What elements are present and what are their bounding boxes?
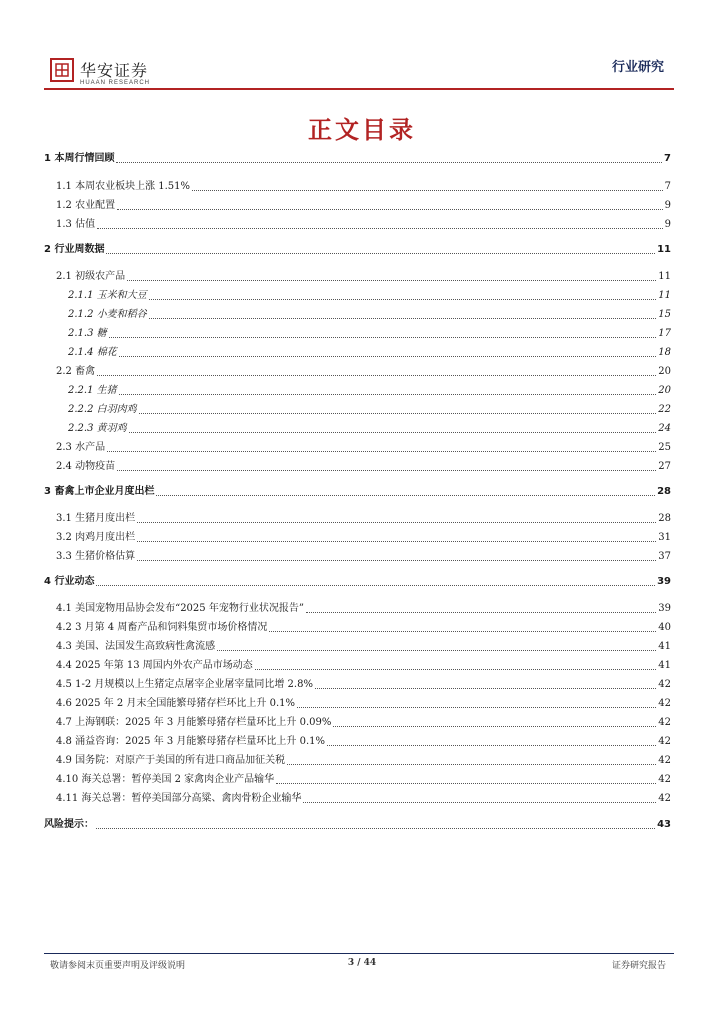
toc-entry-title: 4 行业动态 xyxy=(44,576,95,587)
toc-entry-title: 4.1 美国宠物用品协会发布“2025 年宠物行业状况报告” xyxy=(56,603,304,614)
toc-entry[interactable] xyxy=(44,817,671,833)
toc-entry-page: 39 xyxy=(657,576,671,587)
toc-entry-title: 2.1.1 玉米和大豆 xyxy=(68,290,147,301)
toc-entry-title: 2.4 动物疫苗 xyxy=(56,461,116,472)
toc-leader-dots xyxy=(315,677,656,689)
toc-entry-title: 4.4 2025 年第 13 周国内外农产品市场动态 xyxy=(56,660,253,671)
toc-entry[interactable] xyxy=(44,402,671,418)
toc-entry-title: 2.2.3 黄羽鸡 xyxy=(68,423,127,434)
toc-leader-dots xyxy=(306,601,656,613)
toc-entry[interactable] xyxy=(44,459,671,475)
toc-leader-dots xyxy=(137,511,656,523)
footer-divider xyxy=(44,953,674,954)
toc-entry-page: 18 xyxy=(658,347,671,358)
toc-entry-title: 4.3 美国、法国发生高致病性禽流感 xyxy=(56,641,216,652)
toc-entry-page: 42 xyxy=(658,698,671,709)
toc-leader-dots xyxy=(127,269,656,281)
toc-entry-page: 42 xyxy=(658,774,671,785)
toc-entry-page: 42 xyxy=(658,793,671,804)
toc-entry-page: 28 xyxy=(658,513,671,524)
toc-entry-title: 风险提示： xyxy=(44,819,94,830)
toc-entry[interactable] xyxy=(44,383,671,399)
toc-entry[interactable] xyxy=(44,753,671,769)
toc-entry-title: 4.2 3 月第 4 周畜产品和饲料集贸市场价格情况 xyxy=(56,622,268,633)
toc-entry[interactable] xyxy=(44,639,671,655)
toc-entry-page: 42 xyxy=(658,717,671,728)
toc-leader-dots xyxy=(107,440,656,452)
toc-leader-dots xyxy=(117,198,663,210)
toc-entry-page: 9 xyxy=(664,219,671,230)
toc-entry-page: 42 xyxy=(658,679,671,690)
toc-entry[interactable] xyxy=(44,151,671,167)
toc-entry[interactable] xyxy=(44,734,671,750)
toc-entry-title: 4.10 海关总署：暂停美国 2 家禽肉企业产品输华 xyxy=(56,774,275,785)
toc-entry-title: 2.1.3 糖 xyxy=(68,328,107,339)
toc-entry[interactable] xyxy=(44,696,671,712)
toc-leader-dots xyxy=(217,639,656,651)
footer-disclaimer: 敬请参阅末页重要声明及评级说明 xyxy=(50,961,186,971)
toc-entry[interactable] xyxy=(44,601,671,617)
toc-leader-dots xyxy=(106,242,655,254)
logo-subtitle: HUAAN RESEARCH xyxy=(80,80,151,86)
toc-entry-title: 1 本周行情回顾 xyxy=(44,153,115,164)
report-type: 行业研究 xyxy=(611,60,664,75)
toc-entry-page: 39 xyxy=(658,603,671,614)
toc-leader-dots xyxy=(116,151,662,163)
toc-entry-title: 2.1.4 棉花 xyxy=(68,347,117,358)
toc-entry-title: 4.8 涌益咨询：2025 年 3 月能繁母猪存栏量环比上升 0.1% xyxy=(56,736,326,747)
toc-entry-page: 20 xyxy=(658,385,671,396)
toc-entry-page: 25 xyxy=(658,442,671,453)
toc-leader-dots xyxy=(119,345,657,357)
toc-leader-dots xyxy=(139,402,657,414)
toc-leader-dots xyxy=(117,459,656,471)
toc-leader-dots xyxy=(327,734,656,746)
toc-leader-dots xyxy=(109,326,657,338)
toc-entry[interactable] xyxy=(44,791,671,807)
toc-entry-title: 2.2.1 生猪 xyxy=(68,385,117,396)
toc-leader-dots xyxy=(276,772,656,784)
toc-entry-page: 7 xyxy=(664,153,671,164)
toc-entry[interactable] xyxy=(44,198,671,214)
toc-entry[interactable] xyxy=(44,242,671,258)
toc-entry[interactable] xyxy=(44,772,671,788)
toc-leader-dots xyxy=(287,753,656,765)
toc-leader-dots xyxy=(137,549,656,561)
toc-entry-title: 2.3 水产品 xyxy=(56,442,106,453)
toc-entry[interactable] xyxy=(44,269,671,285)
toc-entry-page: 11 xyxy=(657,244,671,255)
toc-entry[interactable] xyxy=(44,364,671,380)
toc-entry-title: 1.3 估值 xyxy=(56,219,96,230)
toc-entry[interactable] xyxy=(44,658,671,674)
toc-entry-page: 24 xyxy=(658,423,671,434)
toc-entry[interactable] xyxy=(44,484,671,500)
page-title: 正文目录 xyxy=(308,116,416,144)
seal-icon xyxy=(50,58,74,82)
toc-entry-title: 4.11 海关总署：暂停美国部分高粱、禽肉骨粉企业输华 xyxy=(56,793,302,804)
toc-entry-title: 4.6 2025 年 2 月末全国能繁母猪存栏环比上升 0.1% xyxy=(56,698,296,709)
toc-entry-page: 28 xyxy=(657,486,671,497)
toc-entry-page: 42 xyxy=(658,736,671,747)
toc-entry-page: 15 xyxy=(658,309,671,320)
toc-entry-title: 3 畜禽上市企业月度出栏 xyxy=(44,486,155,497)
toc-entry-title: 3.3 生猪价格估算 xyxy=(56,551,136,562)
toc-entry-page: 42 xyxy=(658,755,671,766)
toc-entry[interactable] xyxy=(44,345,671,361)
toc-entry[interactable] xyxy=(44,715,671,731)
toc-entry-title: 2.2 畜禽 xyxy=(56,366,96,377)
toc-leader-dots xyxy=(297,696,656,708)
toc-entry-page: 43 xyxy=(657,819,671,830)
toc-entry-title: 3.1 生猪月度出栏 xyxy=(56,513,136,524)
toc-leader-dots xyxy=(156,484,655,496)
toc-leader-dots xyxy=(137,530,656,542)
header-divider xyxy=(44,88,674,90)
toc-entry[interactable] xyxy=(44,574,671,590)
toc-entry[interactable] xyxy=(44,421,671,437)
toc-entry-page: 22 xyxy=(658,404,671,415)
footer-report-label: 证券研究报告 xyxy=(611,961,666,971)
logo-name: 华安证券 xyxy=(80,61,149,80)
toc-leader-dots xyxy=(255,658,656,670)
toc-entry[interactable] xyxy=(44,677,671,693)
toc-entry[interactable] xyxy=(44,549,671,565)
toc-entry[interactable] xyxy=(44,179,671,195)
toc-entry-page: 11 xyxy=(658,290,671,301)
toc-leader-dots xyxy=(96,817,655,829)
toc-entry-title: 4.9 国务院：对原产于美国的所有进口商品加征关税 xyxy=(56,755,286,766)
toc-entry-page: 40 xyxy=(658,622,671,633)
toc-entry-title: 2.1 初级农产品 xyxy=(56,271,126,282)
toc-leader-dots xyxy=(269,620,656,632)
toc-leader-dots xyxy=(119,383,657,395)
page-number: 3 / 44 xyxy=(347,958,377,968)
toc-entry[interactable] xyxy=(44,288,671,304)
toc-entry[interactable] xyxy=(44,326,671,342)
toc-entry-page: 31 xyxy=(658,532,671,543)
toc-leader-dots xyxy=(333,715,656,727)
toc-leader-dots xyxy=(97,364,656,376)
toc-entry[interactable] xyxy=(44,307,671,323)
toc-leader-dots xyxy=(129,421,657,433)
toc-entry-title: 2.1.2 小麦和稻谷 xyxy=(68,309,147,320)
toc-leader-dots xyxy=(149,288,657,300)
toc-entry-page: 9 xyxy=(664,200,671,211)
toc-entry-title: 2 行业周数据 xyxy=(44,244,105,255)
toc-entry-page: 7 xyxy=(664,181,671,192)
toc-entry[interactable] xyxy=(44,511,671,527)
toc-entry-page: 20 xyxy=(658,366,671,377)
toc-entry-page: 11 xyxy=(658,271,671,282)
toc-entry[interactable] xyxy=(44,217,671,233)
toc-entry-title: 3.2 肉鸡月度出栏 xyxy=(56,532,136,543)
toc-leader-dots xyxy=(192,179,663,191)
toc-leader-dots xyxy=(303,791,656,803)
page-header xyxy=(50,52,674,92)
toc-entry[interactable] xyxy=(44,440,671,456)
toc-entry-title: 2.2.2 白羽肉鸡 xyxy=(68,404,137,415)
toc-entry-title: 4.5 1-2 月规模以上生猪定点屠宰企业屠宰量同比增 2.8% xyxy=(56,679,313,690)
toc-leader-dots xyxy=(149,307,657,319)
toc-entry-page: 37 xyxy=(658,551,671,562)
company-logo xyxy=(50,56,182,90)
toc-entry-page: 27 xyxy=(658,461,671,472)
toc-entry-title: 1.1 本周农业板块上涨 1.51% xyxy=(56,181,191,192)
toc-entry-page: 41 xyxy=(658,660,671,671)
toc-entry-title: 1.2 农业配置 xyxy=(56,200,116,211)
toc-entry-page: 17 xyxy=(658,328,671,339)
toc-entry-title: 4.7 上海钢联：2025 年 3 月能繁母猪存栏量环比上升 0.09% xyxy=(56,717,332,728)
toc-leader-dots xyxy=(96,574,655,586)
toc-leader-dots xyxy=(97,217,663,229)
toc-entry[interactable] xyxy=(44,620,671,636)
toc-entry[interactable] xyxy=(44,530,671,546)
toc-entry-page: 41 xyxy=(658,641,671,652)
